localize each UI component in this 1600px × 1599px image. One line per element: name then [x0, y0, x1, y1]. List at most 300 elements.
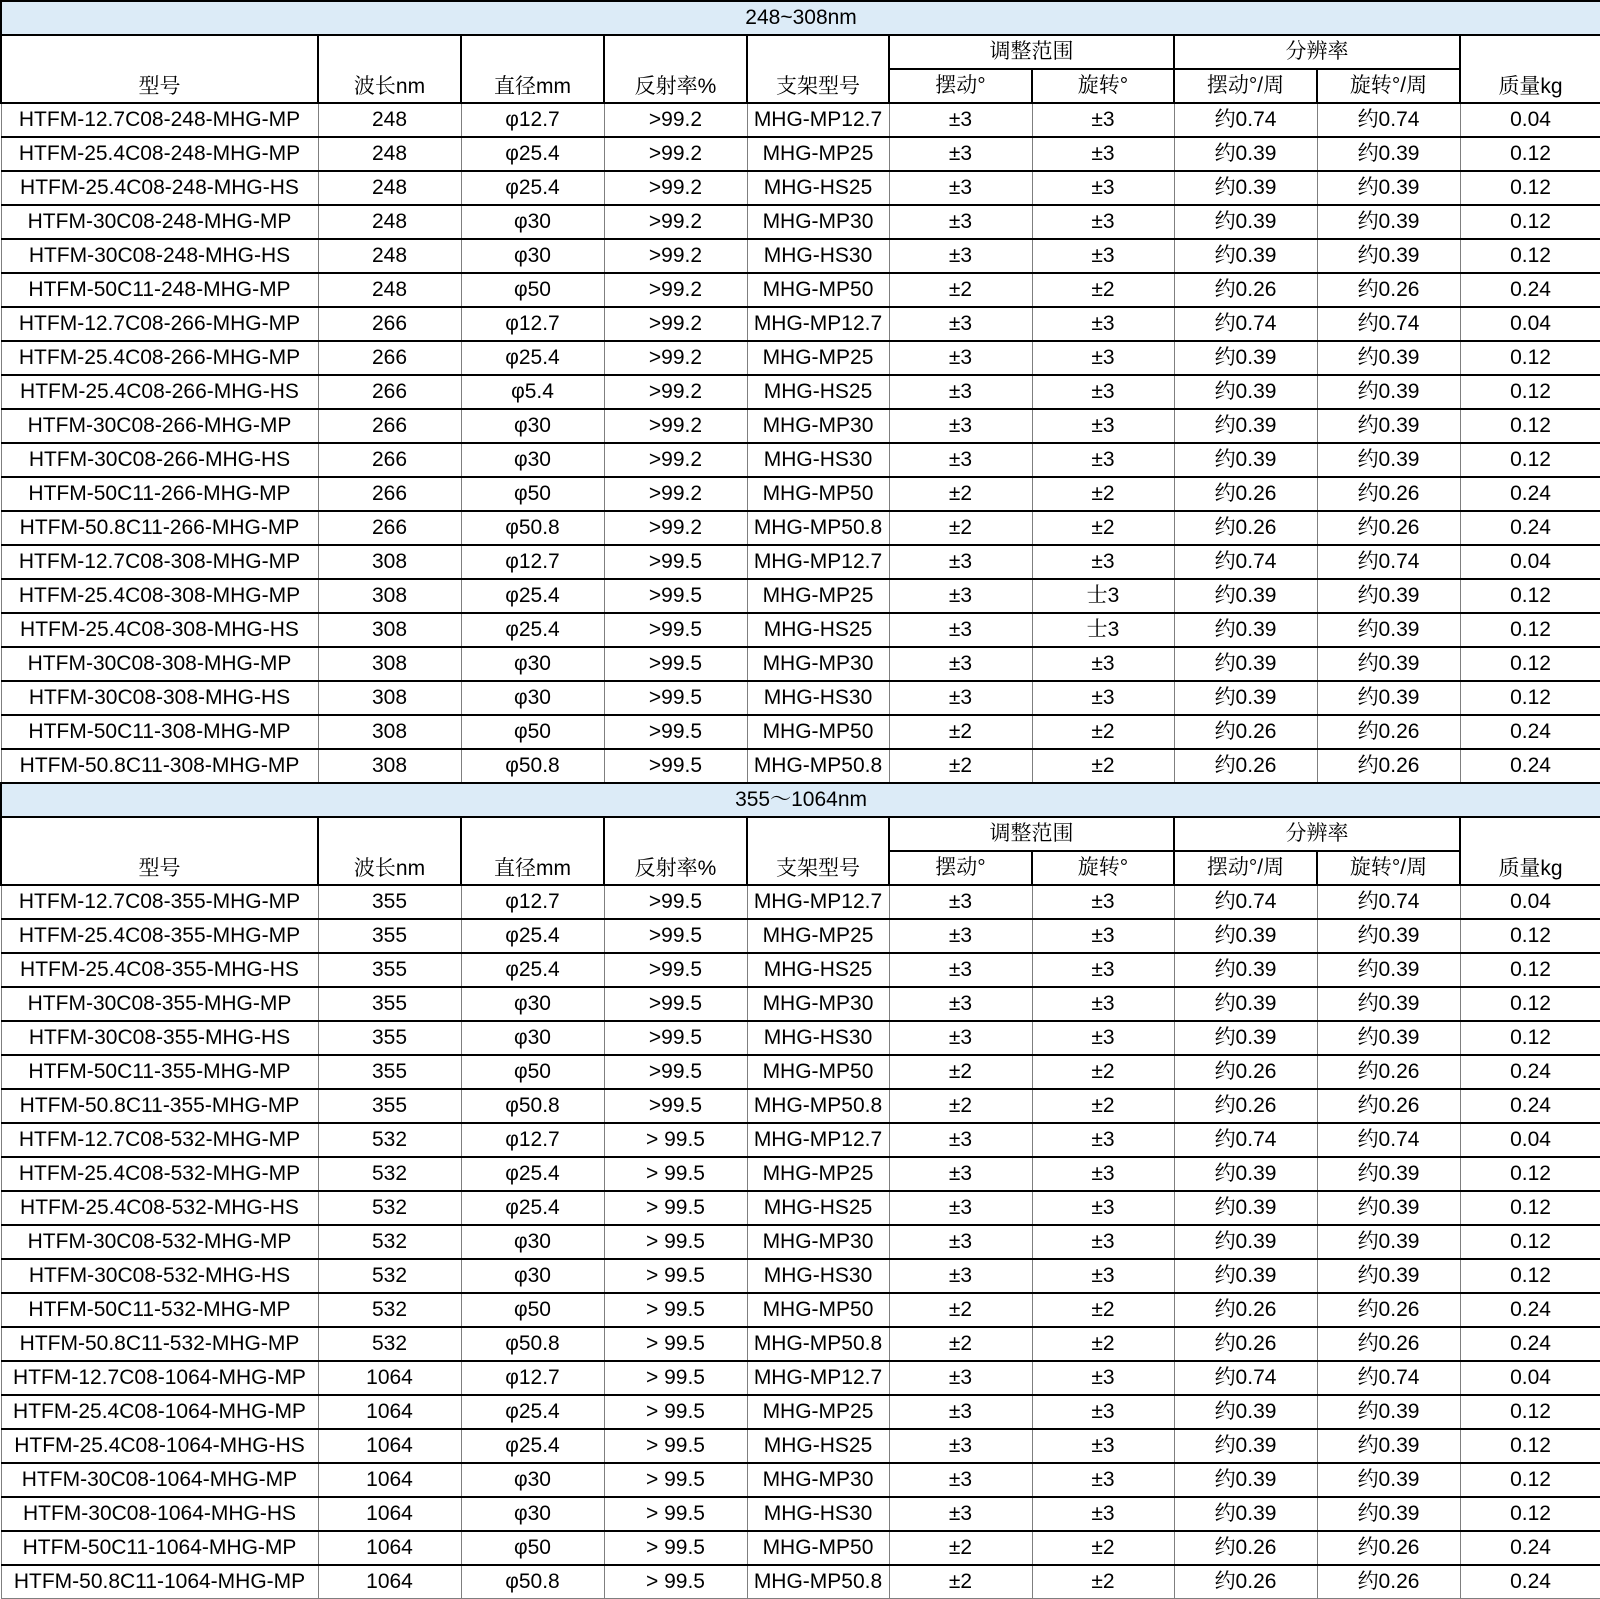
header-mount: 支架型号: [747, 35, 889, 103]
cell-mount: MHG-MP50: [747, 1293, 889, 1327]
cell-adjust-rotate: ±3: [1032, 1429, 1174, 1463]
cell-adjust-rotate: ±3: [1032, 103, 1174, 137]
header-adjust-rotate: 旋转°: [1032, 851, 1174, 885]
cell-mount: MHG-HS30: [747, 1497, 889, 1531]
cell-reflectivity: >99.2: [604, 171, 747, 205]
cell-mass: 0.04: [1460, 103, 1600, 137]
cell-res-swing: 约0.39: [1174, 341, 1317, 375]
cell-mass: 0.12: [1460, 681, 1600, 715]
cell-mount: MHG-MP25: [747, 579, 889, 613]
cell-diameter: φ25.4: [461, 613, 604, 647]
table-row: [1, 375, 1600, 409]
cell-adjust-swing: ±3: [889, 1123, 1032, 1157]
cell-mass: 0.12: [1460, 1021, 1600, 1055]
cell-mass: 0.12: [1460, 953, 1600, 987]
cell-model: HTFM-25.4C08-308-MHG-MP: [1, 579, 318, 613]
cell-res-rotate: 约0.39: [1317, 1191, 1460, 1225]
cell-model: HTFM-30C08-355-MHG-HS: [1, 1021, 318, 1055]
cell-model: HTFM-25.4C08-355-MHG-HS: [1, 953, 318, 987]
cell-adjust-swing: ±2: [889, 749, 1032, 783]
cell-reflectivity: >99.2: [604, 137, 747, 171]
cell-adjust-rotate: ±3: [1032, 647, 1174, 681]
cell-mount: MHG-MP12.7: [747, 307, 889, 341]
cell-model: HTFM-50.8C11-355-MHG-MP: [1, 1089, 318, 1123]
header-resolution: 分辨率: [1174, 817, 1460, 851]
cell-adjust-rotate: ±3: [1032, 987, 1174, 1021]
cell-diameter: φ50.8: [461, 1089, 604, 1123]
cell-model: HTFM-30C08-266-MHG-HS: [1, 443, 318, 477]
cell-mount: MHG-MP25: [747, 1395, 889, 1429]
cell-model: HTFM-25.4C08-248-MHG-HS: [1, 171, 318, 205]
cell-res-swing: 约0.26: [1174, 1293, 1317, 1327]
cell-reflectivity: > 99.5: [604, 1157, 747, 1191]
cell-reflectivity: >99.5: [604, 1089, 747, 1123]
cell-adjust-swing: ±3: [889, 681, 1032, 715]
cell-mass: 0.04: [1460, 1361, 1600, 1395]
cell-mount: MHG-HS25: [747, 1429, 889, 1463]
cell-diameter: φ30: [461, 681, 604, 715]
cell-diameter: φ30: [461, 1259, 604, 1293]
cell-mount: MHG-MP30: [747, 1225, 889, 1259]
cell-res-rotate: 约0.39: [1317, 613, 1460, 647]
cell-wavelength: 308: [318, 715, 461, 749]
cell-adjust-rotate: ±3: [1032, 137, 1174, 171]
cell-wavelength: 248: [318, 205, 461, 239]
cell-mount: MHG-MP50.8: [747, 749, 889, 783]
cell-model: HTFM-12.7C08-532-MHG-MP: [1, 1123, 318, 1157]
cell-adjust-rotate: ±2: [1032, 1327, 1174, 1361]
cell-mass: 0.12: [1460, 579, 1600, 613]
cell-adjust-swing: ±3: [889, 307, 1032, 341]
cell-res-rotate: 约0.26: [1317, 1531, 1460, 1565]
cell-reflectivity: > 99.5: [604, 1429, 747, 1463]
cell-adjust-swing: ±3: [889, 1191, 1032, 1225]
cell-adjust-swing: ±2: [889, 1531, 1032, 1565]
cell-diameter: φ50.8: [461, 749, 604, 783]
cell-reflectivity: >99.2: [604, 307, 747, 341]
cell-adjust-swing: ±2: [889, 273, 1032, 307]
cell-res-rotate: 约0.26: [1317, 511, 1460, 545]
cell-model: HTFM-50C11-308-MHG-MP: [1, 715, 318, 749]
cell-reflectivity: >99.2: [604, 477, 747, 511]
cell-wavelength: 355: [318, 1055, 461, 1089]
cell-mass: 0.24: [1460, 477, 1600, 511]
cell-mass: 0.12: [1460, 409, 1600, 443]
header-adjust-rotate: 旋转°: [1032, 69, 1174, 103]
cell-wavelength: 248: [318, 137, 461, 171]
cell-mass: 0.24: [1460, 1531, 1600, 1565]
cell-adjust-rotate: 士3: [1032, 579, 1174, 613]
cell-adjust-rotate: ±3: [1032, 375, 1174, 409]
cell-adjust-swing: ±3: [889, 375, 1032, 409]
cell-mass: 0.12: [1460, 1225, 1600, 1259]
cell-res-swing: 约0.39: [1174, 1191, 1317, 1225]
cell-mount: MHG-HS25: [747, 953, 889, 987]
cell-wavelength: 1064: [318, 1463, 461, 1497]
header-wavelength: 波长nm: [318, 817, 461, 885]
cell-mass: 0.12: [1460, 137, 1600, 171]
cell-reflectivity: > 99.5: [604, 1327, 747, 1361]
cell-adjust-rotate: ±2: [1032, 1565, 1174, 1599]
cell-diameter: φ30: [461, 205, 604, 239]
header-res-rotate: 旋转°/周: [1317, 69, 1460, 103]
cell-mount: MHG-MP25: [747, 341, 889, 375]
cell-res-rotate: 约0.74: [1317, 885, 1460, 919]
table-row: [1, 443, 1600, 477]
cell-mass: 0.12: [1460, 443, 1600, 477]
cell-reflectivity: >99.5: [604, 1021, 747, 1055]
cell-model: HTFM-12.7C08-1064-MHG-MP: [1, 1361, 318, 1395]
table-row: [1, 1191, 1600, 1225]
cell-res-rotate: 约0.39: [1317, 681, 1460, 715]
cell-adjust-rotate: ±3: [1032, 1225, 1174, 1259]
cell-diameter: φ25.4: [461, 919, 604, 953]
cell-res-swing: 约0.39: [1174, 137, 1317, 171]
cell-wavelength: 248: [318, 171, 461, 205]
cell-model: HTFM-12.7C08-266-MHG-MP: [1, 307, 318, 341]
cell-adjust-rotate: ±3: [1032, 341, 1174, 375]
cell-reflectivity: >99.5: [604, 681, 747, 715]
cell-res-rotate: 约0.74: [1317, 1361, 1460, 1395]
cell-adjust-swing: ±2: [889, 1089, 1032, 1123]
cell-mount: MHG-HS30: [747, 1021, 889, 1055]
cell-adjust-swing: ±2: [889, 1565, 1032, 1599]
header-adjust-swing: 摆动°: [889, 851, 1032, 885]
table-row: [1, 1429, 1600, 1463]
cell-reflectivity: >99.5: [604, 613, 747, 647]
cell-res-rotate: 约0.26: [1317, 1327, 1460, 1361]
table-row: [1, 205, 1600, 239]
cell-wavelength: 248: [318, 103, 461, 137]
cell-diameter: φ12.7: [461, 1361, 604, 1395]
table-row: [1, 579, 1600, 613]
cell-res-swing: 约0.39: [1174, 239, 1317, 273]
cell-adjust-rotate: ±3: [1032, 205, 1174, 239]
cell-adjust-rotate: ±3: [1032, 1463, 1174, 1497]
section-title: 248~308nm: [1, 1, 1600, 35]
cell-model: HTFM-12.7C08-355-MHG-MP: [1, 885, 318, 919]
table-row: [1, 1531, 1600, 1565]
cell-diameter: φ12.7: [461, 885, 604, 919]
cell-mass: 0.12: [1460, 1497, 1600, 1531]
cell-diameter: φ50: [461, 477, 604, 511]
table-row: [1, 1293, 1600, 1327]
cell-res-rotate: 约0.39: [1317, 171, 1460, 205]
cell-adjust-swing: ±3: [889, 545, 1032, 579]
cell-res-swing: 约0.39: [1174, 1497, 1317, 1531]
cell-res-rotate: 约0.39: [1317, 1395, 1460, 1429]
cell-reflectivity: > 99.5: [604, 1123, 747, 1157]
cell-mount: MHG-MP50.8: [747, 511, 889, 545]
cell-diameter: φ25.4: [461, 1395, 604, 1429]
table-row: [1, 137, 1600, 171]
cell-adjust-rotate: ±3: [1032, 545, 1174, 579]
cell-mass: 0.24: [1460, 715, 1600, 749]
cell-res-swing: 约0.74: [1174, 307, 1317, 341]
cell-wavelength: 355: [318, 953, 461, 987]
cell-res-rotate: 约0.39: [1317, 137, 1460, 171]
cell-diameter: φ50.8: [461, 511, 604, 545]
cell-res-swing: 约0.26: [1174, 273, 1317, 307]
cell-res-swing: 约0.26: [1174, 1327, 1317, 1361]
cell-adjust-swing: ±3: [889, 1497, 1032, 1531]
table-row: [1, 987, 1600, 1021]
cell-model: HTFM-30C08-248-MHG-MP: [1, 205, 318, 239]
cell-wavelength: 355: [318, 1089, 461, 1123]
cell-adjust-swing: ±3: [889, 137, 1032, 171]
cell-wavelength: 1064: [318, 1565, 461, 1599]
cell-mount: MHG-MP50.8: [747, 1565, 889, 1599]
cell-mass: 0.12: [1460, 613, 1600, 647]
cell-res-swing: 约0.39: [1174, 1463, 1317, 1497]
cell-mass: 0.24: [1460, 749, 1600, 783]
cell-res-rotate: 约0.39: [1317, 987, 1460, 1021]
cell-diameter: φ50: [461, 1293, 604, 1327]
cell-adjust-rotate: ±3: [1032, 1123, 1174, 1157]
cell-res-swing: 约0.74: [1174, 1123, 1317, 1157]
cell-res-rotate: 约0.39: [1317, 1497, 1460, 1531]
header-adjust-range: 调整范围: [889, 817, 1174, 851]
table-row: [1, 1463, 1600, 1497]
cell-wavelength: 355: [318, 987, 461, 1021]
header-mass: 质量kg: [1460, 817, 1600, 885]
cell-model: HTFM-25.4C08-355-MHG-MP: [1, 919, 318, 953]
cell-model: HTFM-50C11-248-MHG-MP: [1, 273, 318, 307]
cell-mass: 0.24: [1460, 273, 1600, 307]
cell-res-rotate: 约0.39: [1317, 1225, 1460, 1259]
header-model: 型号: [1, 35, 318, 103]
table-row: [1, 715, 1600, 749]
cell-adjust-rotate: ±3: [1032, 885, 1174, 919]
cell-reflectivity: >99.2: [604, 375, 747, 409]
cell-mass: 0.04: [1460, 885, 1600, 919]
cell-adjust-rotate: ±3: [1032, 1395, 1174, 1429]
cell-res-rotate: 约0.39: [1317, 647, 1460, 681]
cell-wavelength: 532: [318, 1157, 461, 1191]
table-row: [1, 1157, 1600, 1191]
cell-res-swing: 约0.39: [1174, 647, 1317, 681]
cell-mount: MHG-MP25: [747, 137, 889, 171]
cell-model: HTFM-25.4C08-308-MHG-HS: [1, 613, 318, 647]
cell-reflectivity: >99.2: [604, 443, 747, 477]
cell-reflectivity: >99.5: [604, 987, 747, 1021]
cell-adjust-swing: ±3: [889, 205, 1032, 239]
cell-adjust-rotate: ±2: [1032, 477, 1174, 511]
cell-diameter: φ30: [461, 409, 604, 443]
cell-mount: MHG-HS30: [747, 443, 889, 477]
table-row: [1, 613, 1600, 647]
cell-adjust-rotate: ±3: [1032, 919, 1174, 953]
cell-mass: 0.12: [1460, 239, 1600, 273]
cell-res-rotate: 约0.26: [1317, 1565, 1460, 1599]
cell-adjust-swing: ±3: [889, 987, 1032, 1021]
cell-wavelength: 308: [318, 579, 461, 613]
cell-diameter: φ30: [461, 1463, 604, 1497]
header-reflectivity: 反射率%: [604, 817, 747, 885]
cell-res-swing: 约0.26: [1174, 1089, 1317, 1123]
cell-mass: 0.12: [1460, 919, 1600, 953]
cell-model: HTFM-12.7C08-248-MHG-MP: [1, 103, 318, 137]
table-row: [1, 749, 1600, 783]
cell-model: HTFM-30C08-266-MHG-MP: [1, 409, 318, 443]
cell-adjust-swing: ±3: [889, 103, 1032, 137]
cell-diameter: φ25.4: [461, 1429, 604, 1463]
table-row: [1, 307, 1600, 341]
cell-diameter: φ12.7: [461, 103, 604, 137]
cell-diameter: φ25.4: [461, 1157, 604, 1191]
cell-mount: MHG-MP30: [747, 987, 889, 1021]
cell-reflectivity: > 99.5: [604, 1225, 747, 1259]
table-row: [1, 341, 1600, 375]
cell-model: HTFM-30C08-248-MHG-HS: [1, 239, 318, 273]
header-resolution: 分辨率: [1174, 35, 1460, 69]
cell-diameter: φ30: [461, 239, 604, 273]
cell-res-rotate: 约0.39: [1317, 1463, 1460, 1497]
cell-adjust-swing: ±3: [889, 409, 1032, 443]
cell-res-rotate: 约0.39: [1317, 409, 1460, 443]
cell-adjust-swing: ±3: [889, 1225, 1032, 1259]
table-row: [1, 1497, 1600, 1531]
cell-diameter: φ25.4: [461, 579, 604, 613]
table-row: [1, 885, 1600, 919]
cell-res-swing: 约0.26: [1174, 1565, 1317, 1599]
cell-wavelength: 266: [318, 443, 461, 477]
table-row: [1, 239, 1600, 273]
cell-adjust-swing: ±3: [889, 579, 1032, 613]
cell-model: HTFM-50C11-532-MHG-MP: [1, 1293, 318, 1327]
cell-model: HTFM-50.8C11-1064-MHG-MP: [1, 1565, 318, 1599]
cell-res-swing: 约0.39: [1174, 919, 1317, 953]
cell-wavelength: 308: [318, 613, 461, 647]
cell-model: HTFM-50.8C11-532-MHG-MP: [1, 1327, 318, 1361]
cell-mount: MHG-MP25: [747, 1157, 889, 1191]
cell-res-rotate: 约0.26: [1317, 1293, 1460, 1327]
cell-reflectivity: >99.5: [604, 919, 747, 953]
cell-adjust-rotate: 士3: [1032, 613, 1174, 647]
cell-res-swing: 约0.26: [1174, 715, 1317, 749]
cell-mount: MHG-MP50: [747, 1531, 889, 1565]
header-diameter: 直径mm: [461, 35, 604, 103]
cell-diameter: φ30: [461, 647, 604, 681]
cell-diameter: φ25.4: [461, 137, 604, 171]
cell-model: HTFM-25.4C08-266-MHG-HS: [1, 375, 318, 409]
cell-adjust-swing: ±3: [889, 1361, 1032, 1395]
cell-adjust-rotate: ±2: [1032, 1293, 1174, 1327]
cell-reflectivity: > 99.5: [604, 1293, 747, 1327]
cell-res-rotate: 约0.26: [1317, 749, 1460, 783]
cell-mass: 0.04: [1460, 1123, 1600, 1157]
cell-res-rotate: 约0.39: [1317, 443, 1460, 477]
cell-adjust-swing: ±3: [889, 1021, 1032, 1055]
cell-res-swing: 约0.39: [1174, 171, 1317, 205]
cell-wavelength: 532: [318, 1225, 461, 1259]
table-row: [1, 545, 1600, 579]
cell-model: HTFM-50C11-1064-MHG-MP: [1, 1531, 318, 1565]
cell-diameter: φ12.7: [461, 1123, 604, 1157]
cell-res-rotate: 约0.39: [1317, 1157, 1460, 1191]
cell-adjust-rotate: ±3: [1032, 1259, 1174, 1293]
cell-reflectivity: >99.2: [604, 103, 747, 137]
cell-model: HTFM-30C08-1064-MHG-HS: [1, 1497, 318, 1531]
cell-adjust-rotate: ±3: [1032, 681, 1174, 715]
header-res-rotate: 旋转°/周: [1317, 851, 1460, 885]
cell-res-swing: 约0.39: [1174, 443, 1317, 477]
table-row: [1, 171, 1600, 205]
cell-res-rotate: 约0.39: [1317, 239, 1460, 273]
cell-wavelength: 355: [318, 919, 461, 953]
cell-model: HTFM-30C08-1064-MHG-MP: [1, 1463, 318, 1497]
cell-diameter: φ50: [461, 273, 604, 307]
cell-adjust-rotate: ±3: [1032, 171, 1174, 205]
cell-diameter: φ50: [461, 715, 604, 749]
cell-res-swing: 约0.26: [1174, 477, 1317, 511]
cell-wavelength: 308: [318, 681, 461, 715]
cell-model: HTFM-25.4C08-532-MHG-HS: [1, 1191, 318, 1225]
cell-mass: 0.12: [1460, 1395, 1600, 1429]
cell-mount: MHG-MP12.7: [747, 885, 889, 919]
cell-reflectivity: >99.5: [604, 579, 747, 613]
cell-res-rotate: 约0.74: [1317, 103, 1460, 137]
cell-diameter: φ30: [461, 987, 604, 1021]
cell-res-swing: 约0.39: [1174, 1225, 1317, 1259]
cell-res-swing: 约0.39: [1174, 953, 1317, 987]
table-row: [1, 953, 1600, 987]
cell-adjust-swing: ±2: [889, 1055, 1032, 1089]
cell-wavelength: 532: [318, 1327, 461, 1361]
cell-res-rotate: 约0.26: [1317, 1055, 1460, 1089]
cell-wavelength: 1064: [318, 1361, 461, 1395]
cell-res-rotate: 约0.39: [1317, 1259, 1460, 1293]
cell-mount: MHG-MP50.8: [747, 1327, 889, 1361]
cell-diameter: φ12.7: [461, 307, 604, 341]
cell-adjust-rotate: ±2: [1032, 1055, 1174, 1089]
cell-model: HTFM-50C11-355-MHG-MP: [1, 1055, 318, 1089]
cell-adjust-swing: ±3: [889, 171, 1032, 205]
cell-res-rotate: 约0.39: [1317, 579, 1460, 613]
cell-res-rotate: 约0.39: [1317, 1021, 1460, 1055]
cell-res-rotate: 约0.39: [1317, 205, 1460, 239]
cell-mass: 0.24: [1460, 1089, 1600, 1123]
header-adjust-range: 调整范围: [889, 35, 1174, 69]
cell-model: HTFM-25.4C08-248-MHG-MP: [1, 137, 318, 171]
cell-adjust-rotate: ±3: [1032, 1157, 1174, 1191]
cell-res-swing: 约0.39: [1174, 205, 1317, 239]
cell-res-swing: 约0.39: [1174, 987, 1317, 1021]
cell-wavelength: 532: [318, 1191, 461, 1225]
cell-model: HTFM-30C08-355-MHG-MP: [1, 987, 318, 1021]
cell-res-rotate: 约0.74: [1317, 545, 1460, 579]
cell-wavelength: 266: [318, 511, 461, 545]
table-row: [1, 1021, 1600, 1055]
cell-res-swing: 约0.26: [1174, 511, 1317, 545]
cell-res-rotate: 约0.26: [1317, 477, 1460, 511]
cell-adjust-rotate: ±2: [1032, 511, 1174, 545]
cell-adjust-swing: ±3: [889, 239, 1032, 273]
cell-reflectivity: > 99.5: [604, 1565, 747, 1599]
cell-wavelength: 266: [318, 477, 461, 511]
cell-mount: MHG-HS30: [747, 1259, 889, 1293]
cell-adjust-rotate: ±2: [1032, 273, 1174, 307]
table-row: [1, 273, 1600, 307]
table-row: [1, 1225, 1600, 1259]
cell-wavelength: 266: [318, 409, 461, 443]
cell-model: HTFM-50C11-266-MHG-MP: [1, 477, 318, 511]
cell-res-swing: 约0.26: [1174, 1055, 1317, 1089]
cell-reflectivity: >99.5: [604, 1055, 747, 1089]
table-row: [1, 1123, 1600, 1157]
cell-model: HTFM-30C08-532-MHG-MP: [1, 1225, 318, 1259]
table-row: [1, 103, 1600, 137]
